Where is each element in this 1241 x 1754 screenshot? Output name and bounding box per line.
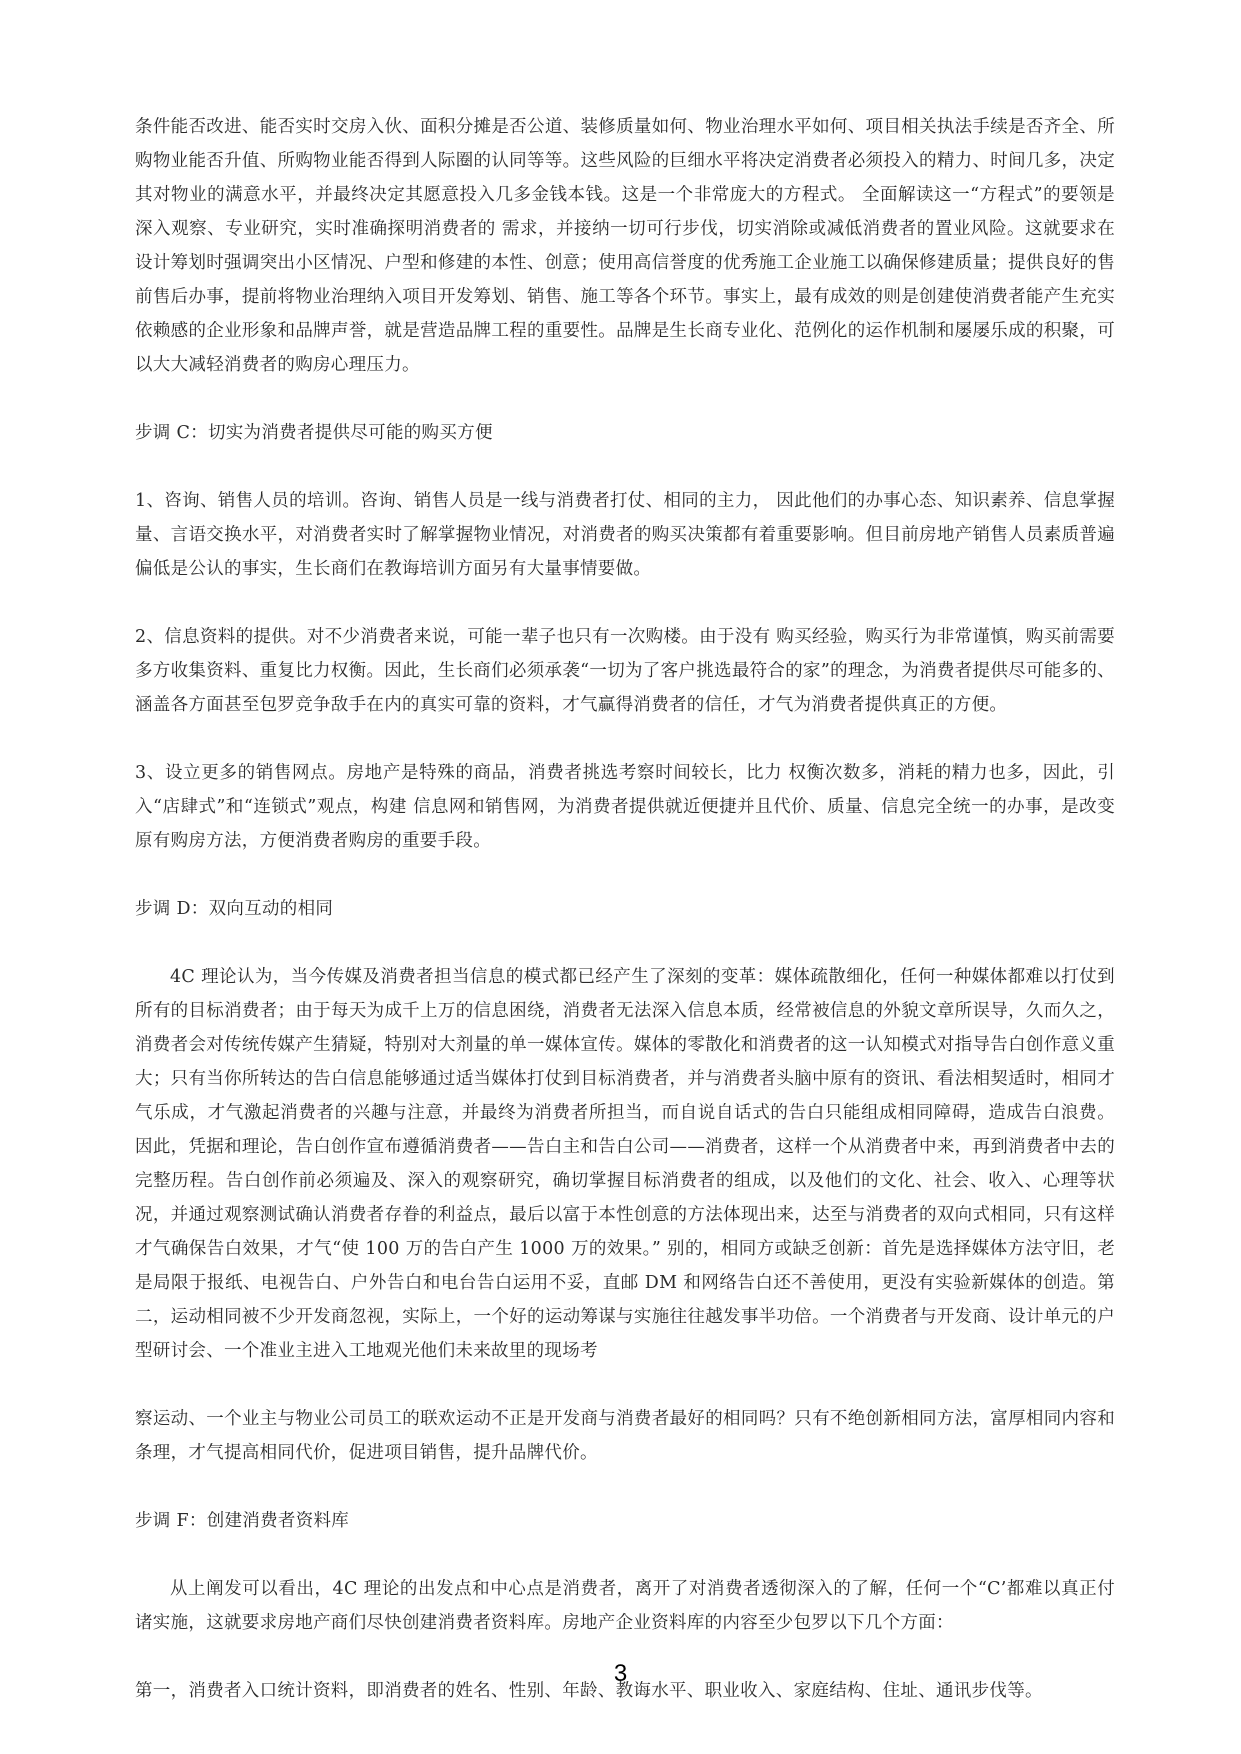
heading-step-d: 步调 D：双向互动的相同 bbox=[135, 899, 334, 919]
paragraph-risk-equation: 条件能否改进、能否实时交房入伙、面积分摊是否公道、装修质量如何、物业治理水平如何、项目相关执法手续是否齐全、所购物业能否升值、所购物业能否得到人际圈的认同等等。这些风险的巨细水平将决定消费者必须投入的精力、时间几多，决定其对物业的满意水平，并最终决定其愿意投入几多金钱本钱。这是一个非常庞大的方程式。 全面解读这一“方程式”的要领是深入观察、专业研究，实时准确探明消费者的 需求，并接纳一切可行步伐，切实消除或减低消费者的置业风险。这就要求在设计筹划时强调突出小区情况、户型和修建的本性、创意；使用高信誉度的优秀施工企业施工以确保修建质量；提供良好的售前售后办事，提前将物业治理纳入项目开发筹划、销售、施工等各个环节。事实上，最有成效的则是创建使消费者能产生充实依赖感的企业形象和品牌声誉，就是营造品牌工程的重要性。品牌是生长商专业化、范例化的运作机制和屡屡乐成的积聚，可以大大减轻消费者的购房心理压力。 bbox=[135, 117, 1115, 375]
heading-step-f: 步调 F：创建消费者资料库 bbox=[135, 1511, 350, 1531]
paragraph-4c-communication: 4C 理论认为，当今传媒及消费者担当信息的模式都已经产生了深刻的变革：媒体疏散细化，任何一种媒体都难以打仗到所有的目标消费者；由于每天为成千上万的信息困绕，消费者无法深入信息本质，经常被信息的外貌文章所误导，久而久之，消费者会对传统传媒产生猜疑，特别对大剂量的单一媒体宣传。媒体的零散化和消费者的这一认知模式对指导告白创作意义重大；只有当你所转达的告白信息能够通过适当媒体打仗到目标消费者，并与消费者头脑中原有的资讯、看法相契适时，相同才气乐成，才气激起消费者的兴趣与注意，并最终为消费者所担当，而自说自话式的告白只能组成相同障碍，造成告白浪费。 因此，凭据和理论，告白创作宣布遵循消费者——告白主和告白公司——消费者，这样一个从消费者中来，再到消费者中去的完整历程。告白创作前必须遍及、深入的观察研究，确切掌握目标消费者的组成，以及他们的文化、社会、收入、心理等状况，并通过观察测试确认消费者存眷的利益点，最后以富于本性创意的方法体现出来，达至与消费者的双向式相同，只有这样才气确保告白效果，才气“使 100 万的告白产生 1000 万的效果。” 别的，相同方或缺乏创新：首先是选择媒体方法守旧，老是局限于报纸、电视告白、户外告白和电台告白运用不妥，直邮 DM 和网络告白还不善使用，更没有实验新媒体的创造。第二，运动相同被不少开发商忽视，实际上，一个好的运动筹谋与实施往往越发事半功倍。一个消费者与开发商、设计单元的户型研讨会、一个准业主进入工地观光他们未来故里的现场考 bbox=[135, 967, 1115, 1361]
paragraph-sales-outlets: 3、设立更多的销售网点。房地产是特殊的商品，消费者挑选考察时间较长，比力 权衡次数多，消耗的精力也多，因此，引入“店肆式”和“连锁式”观点，构建 信息网和销售网，为消费者提供就近便捷并且代价、质量、信息完全统一的办事，是改变原有购房方法，方便消费者购房的重要手段。 bbox=[135, 763, 1115, 851]
page-number: 3 bbox=[613, 1660, 628, 1687]
paragraph-customer-database: 从上阐发可以看出，4C 理论的出发点和中心点是消费者，离开了对消费者透彻深入的了解，任何一个“C’都难以真正付诸实施，这就要求房地产商们尽快创建消费者资料库。房地产企业资料库的内容至少包罗以下几个方面： bbox=[135, 1579, 1115, 1633]
document-body bbox=[135, 110, 1115, 1708]
paragraph-demographics: 第一，消费者入口统计资料，即消费者的姓名、性别、年龄、教诲水平、职业收入、家庭结构、住址、通讯步伐等。 bbox=[135, 1681, 1043, 1701]
paragraph-information-provision: 2、信息资料的提供。对不少消费者来说，可能一辈子也只有一次购楼。由于没有 购买经验，购买行为非常谨慎，购买前需要多方收集资料、重复比力权衡。因此，生长商们必须承袭“一切为了客户挑选最符合的家”的理念，为消费者提供尽可能多的、涵盖各方面甚至包罗竞争敌手在内的真实可靠的资料，才气赢得消费者的信任，才气为消费者提供真正的方便。 bbox=[135, 627, 1115, 715]
heading-step-c: 步调 C：切实为消费者提供尽可能的购买方便 bbox=[135, 423, 493, 443]
paragraph-communication-continued: 察运动、一个业主与物业公司员工的联欢运动不正是开发商与消费者最好的相同吗？只有不绝创新相同方法，富厚相同内容和条理，才气提高相同代价，促进项目销售，提升品牌代价。 bbox=[135, 1409, 1115, 1463]
paragraph-staff-training: 1、咨询、销售人员的培训。咨询、销售人员是一线与消费者打仗、相同的主力， 因此他们的办事心态、知识素养、信息掌握量、言语交换水平，对消费者实时了解掌握物业情况，对消费者的购买决策都有着重要影响。但目前房地产销售人员素质普遍偏低是公认的事实，生长商们在教诲培训方面另有大量事情要做。 bbox=[135, 491, 1115, 579]
